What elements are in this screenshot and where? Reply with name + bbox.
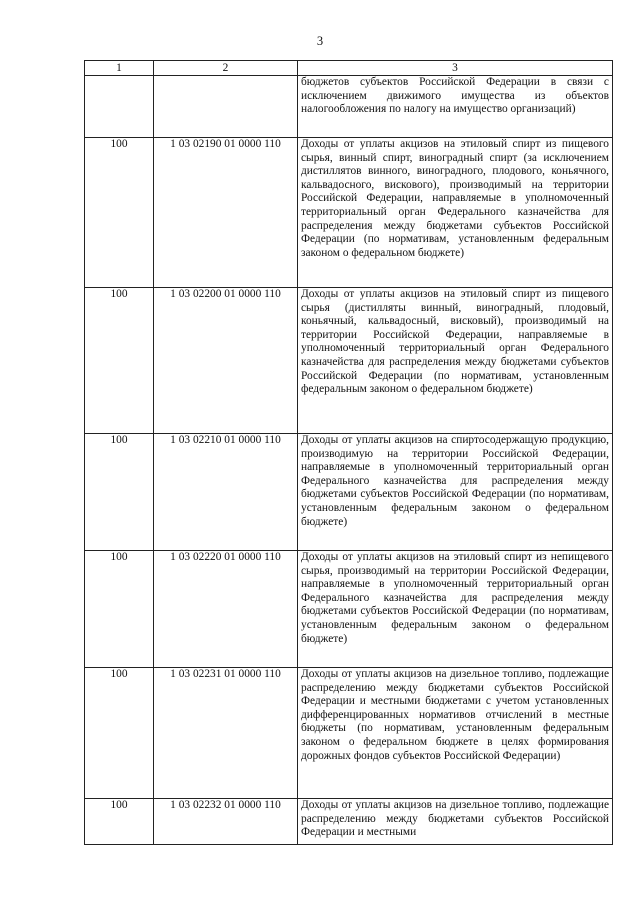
revenue-code-cell: 1 03 02210 01 0000 110 <box>154 434 298 551</box>
revenue-code-cell: 1 03 02200 01 0000 110 <box>154 288 298 434</box>
admin-code-cell: 100 <box>85 799 154 845</box>
description-cell: Доходы от уплаты акцизов на этиловый спирт из пищевого сырья, винный спирт, виноградный спирт (за исключением дистиллятов винного, виноградного, плодового, коньячного, кальвадосного, вискового), производимый на территории Российской Федерации, направляемые в уполномоченный территориальный орган Федерального казначейства для распределения между бюджетами субъектов Российской Федерации (по нормативам, установленным федеральным законом о федеральном бюджете) <box>298 138 613 288</box>
table-row <box>85 76 613 138</box>
description-cell: Доходы от уплаты акцизов на дизельное топливо, подлежащие распределению между бюджетами субъектов Российской Федерации и местными <box>298 799 613 845</box>
admin-code-cell: 100 <box>85 668 154 799</box>
admin-code-cell: 100 <box>85 288 154 434</box>
page-number: 3 <box>316 34 324 48</box>
table-header-row <box>85 61 613 76</box>
description-cell: Доходы от уплаты акцизов на спиртосодержащую продукцию, производимую на территории Российской Федерации, направляемые в уполномоченный территориальный орган Федерального казначейства для распределения между бюджетами субъектов Российской Федерации (по нормативам, установленным федеральным законом о федеральном бюджете) <box>298 434 613 551</box>
revenue-code-cell: 1 03 02231 01 0000 110 <box>154 668 298 799</box>
table-row <box>85 551 613 668</box>
description-cell: бюджетов субъектов Российской Федерации в связи с исключением движимого имущества из объектов налогообложения по налогу на имущество организаций) <box>298 76 613 138</box>
description-cell: Доходы от уплаты акцизов на дизельное топливо, подлежащие распределению между бюджетами субъектов Российской Федерации и местными бюджетами с учетом установленных дифференцированных нормативов отчислений в местные бюджеты (по нормативам, установленным федеральным законом о федеральном бюджете в целях формирования дорожных фондов субъектов Российской Федерации) <box>298 668 613 799</box>
table-row <box>85 799 613 845</box>
column-header-3: 3 <box>298 61 613 76</box>
description-cell: Доходы от уплаты акцизов на этиловый спирт из непищевого сырья, производимый на территории Российской Федерации, направляемые в уполномоченный территориальный орган Федерального казначейства для распределения между бюджетами субъектов Российской Федерации (по нормативам, установленным федеральным законом о федеральном бюджете) <box>298 551 613 668</box>
revenue-codes-table <box>84 60 613 845</box>
table-row <box>85 434 613 551</box>
revenue-code-cell <box>154 76 298 138</box>
description-cell: Доходы от уплаты акцизов на этиловый спирт из пищевого сырья (дистилляты винный, виноградный, плодовый, коньячный, кальвадосный, висковый), производимый на территории Российской Федерации, направляемые в уполномоченный территориальный орган Федерального казначейства для распределения между бюджетами субъектов Российской Федерации (по нормативам, установленным федеральным законом о федеральном бюджете) <box>298 288 613 434</box>
revenue-code-cell: 1 03 02220 01 0000 110 <box>154 551 298 668</box>
admin-code-cell: 100 <box>85 434 154 551</box>
admin-code-cell: 100 <box>85 138 154 288</box>
column-header-2: 2 <box>154 61 298 76</box>
column-header-1: 1 <box>85 61 154 76</box>
revenue-code-cell: 1 03 02232 01 0000 110 <box>154 799 298 845</box>
table-row <box>85 668 613 799</box>
admin-code-cell: 100 <box>85 551 154 668</box>
admin-code-cell <box>85 76 154 138</box>
table-row <box>85 288 613 434</box>
revenue-code-cell: 1 03 02190 01 0000 110 <box>154 138 298 288</box>
table-row <box>85 138 613 288</box>
